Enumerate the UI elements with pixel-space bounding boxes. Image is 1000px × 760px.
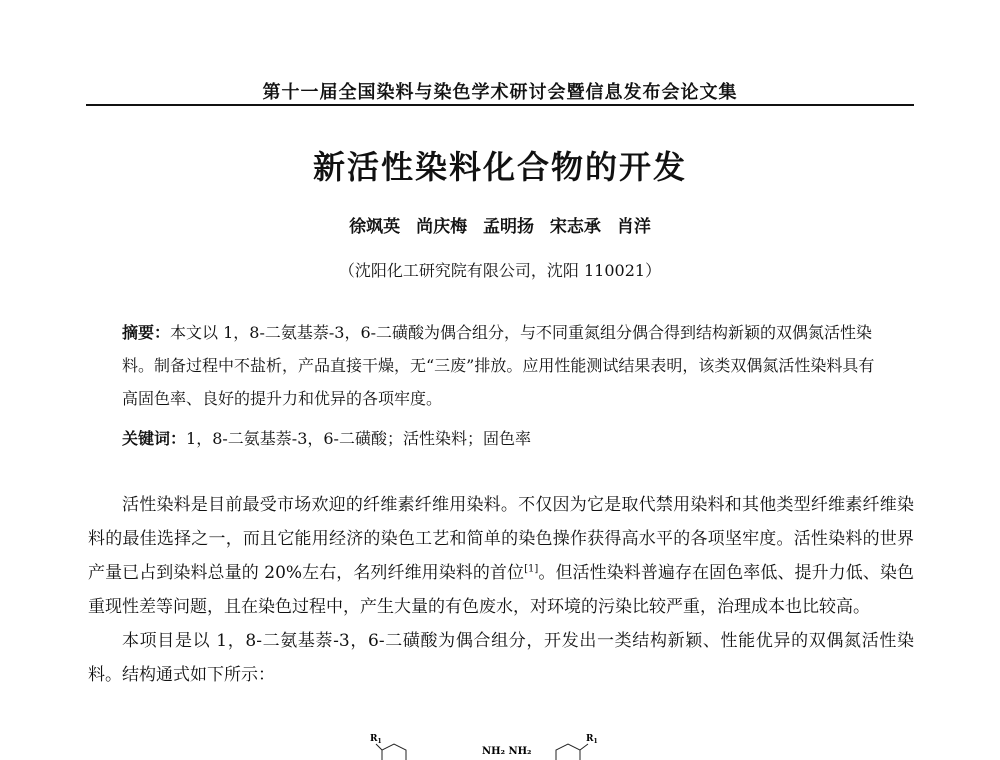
body-text bbox=[88, 488, 914, 692]
structural-formula-fragment bbox=[370, 730, 630, 760]
structure-ring-left bbox=[376, 744, 406, 760]
running-title: 第十一届全国染料与染色学术研讨会暨信息发布会论文集 bbox=[262, 82, 738, 103]
keywords bbox=[122, 426, 882, 449]
header-rule bbox=[86, 104, 914, 106]
body-paragraph-1-text-b: 。但活性染料普遍存在固色率低、提升力低、染色重现性差等问题，且在染色过程中，产生大量的有色废水，对环境的污染比较严重，治理成本也比较高。 bbox=[88, 563, 914, 617]
body-paragraph-1 bbox=[88, 488, 914, 624]
body-paragraph-2: 本项目是以 1，8-二氨基萘-3，6-二磺酸为偶合组分，开发出一类结构新颖、性能优异的双偶氮活性染料。结构通式如下所示： bbox=[88, 631, 914, 685]
body-paragraph-1-text-a: 活性染料是目前最受市场欢迎的纤维素纤维用染料。不仅因为它是取代禁用染料和其他类型纤维素纤维染料的最佳选择之一，而且它能用经济的染色工艺和简单的染色操作获得高水平的各项坚牢度。活性染料的世界产量已占到染料总量的 20%左右，名列纤维用染料的首位 bbox=[88, 495, 914, 583]
structure-ring-right bbox=[556, 744, 588, 760]
article-authors: 徐飒英 尚庆梅 孟明扬 宋志承 肖洋 bbox=[349, 217, 651, 237]
citation-ref-1: [1] bbox=[524, 563, 539, 575]
structure-r1-right: $R_1$ bbox=[586, 734, 598, 745]
abstract bbox=[122, 316, 882, 415]
structure-r1-left: $R_1$ bbox=[370, 734, 382, 745]
keywords-label: 关键词： bbox=[122, 429, 187, 448]
abstract-label: 摘要： bbox=[122, 323, 171, 342]
keywords-text: 1，8-二氨基萘-3，6-二磺酸；活性染料；固色率 bbox=[186, 429, 531, 448]
article-title: 新活性染料化合物的开发 bbox=[312, 148, 687, 186]
structure-amine-groups: NH₂ NH₂ bbox=[482, 746, 532, 757]
article-affiliation: （沈阳化工研究院有限公司，沈阳 110021） bbox=[338, 261, 662, 280]
abstract-text: 本文以 1，8-二氨基萘-3，6-二磺酸为偶合组分，与不同重氮组分偶合得到结构新颖的双偶氮活性染料。制备过程中不盐析，产品直接干燥，无“三废”排放。应用性能测试结果表明，该类双偶氮活性染料具有高固色率、良好的提升力和优异的各项牢度。 bbox=[122, 323, 875, 408]
